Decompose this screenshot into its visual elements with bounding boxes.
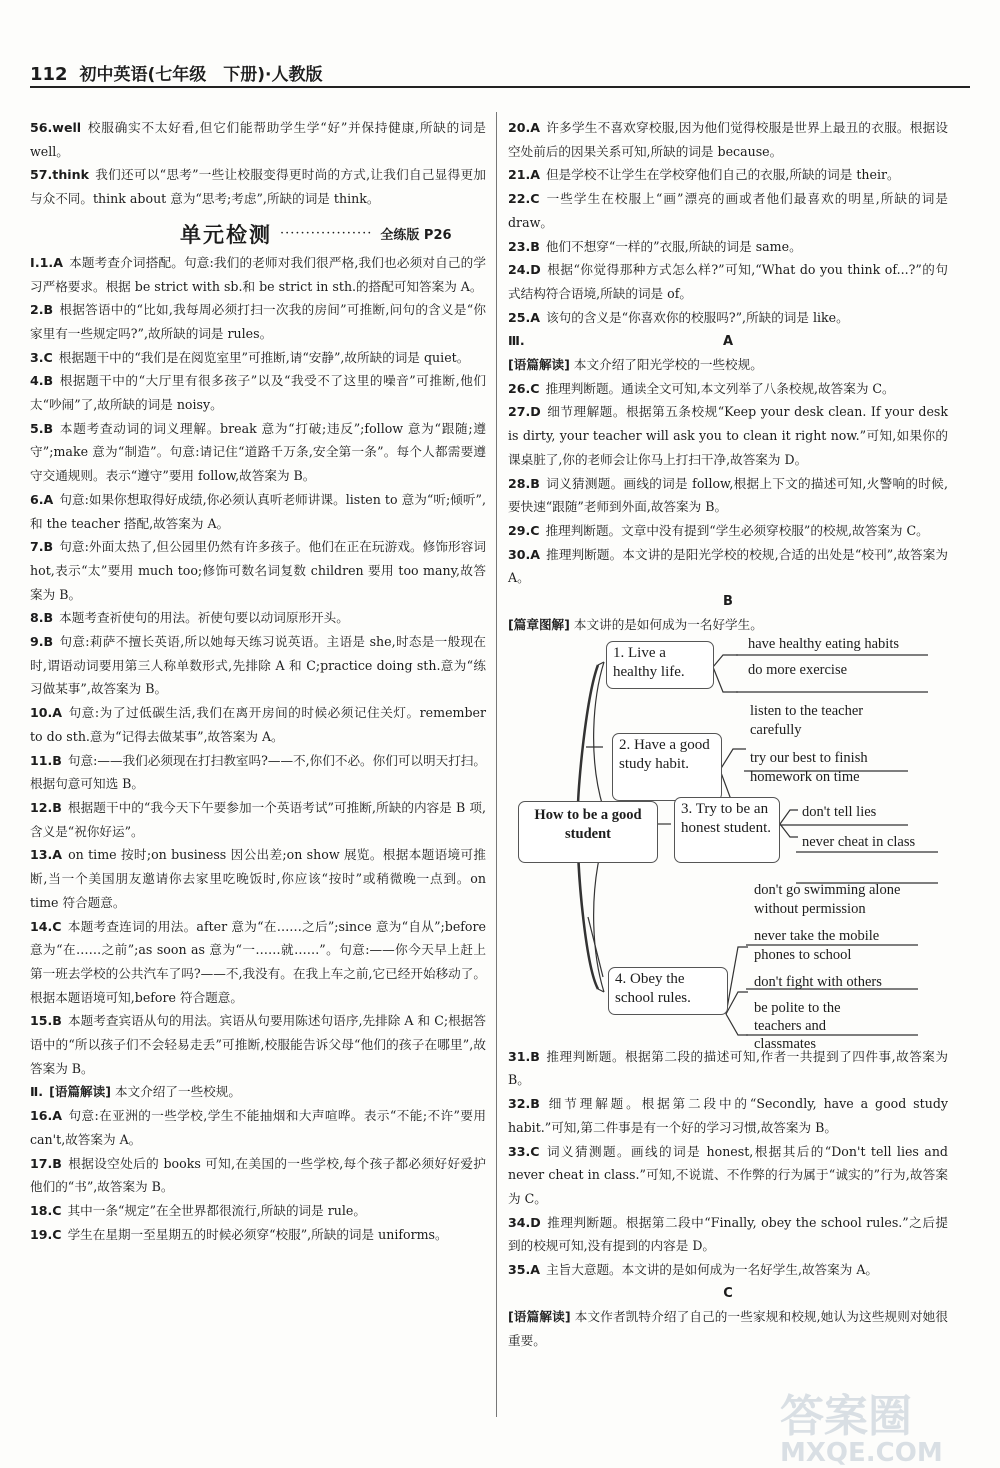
unit-title: 单元检测 <box>180 222 272 247</box>
leaf-text: carefully <box>750 721 802 738</box>
column-divider <box>496 112 497 1417</box>
passage-a-label: A <box>722 334 734 350</box>
answer-item: 26.C 推理判断题。通读全文可知,本文列举了八条校规,故答案为 C。 <box>508 380 895 396</box>
answer-item: 14.C 本题考查连词的用法。after 意为“在……之后”;since 意为“自从”;before 意为“在……之前”;as soon as 意为“一……就……”。句意:——你今天早上赶上第一班去学校的公共汽车了吗?——不,我没有。在我上车之前,它已经开始移动了。根据本题语境可知,before 符合题意。 <box>30 918 486 1005</box>
answer-item: 31.B 推理判断题。根据第二段的描述可知,作者一共提到了四件事,故答案为 B。 <box>508 1048 948 1088</box>
leaf-text: classmates <box>754 1035 817 1052</box>
answer-item: 29.C 推理判断题。文章中没有提到“学生必须穿校服”的校规,故答案为 C。 <box>508 522 929 538</box>
answer-item: 23.B 他们不想穿“一样的”衣服,所缺的词是 same。 <box>508 238 802 254</box>
branch-node-3 <box>674 797 780 863</box>
answer-item: 2.B 根据答语中的“比如,我每周必须打扫一次我的房间”可推断,问句的含义是“你家里有一些规定吗?”,故所缺的词是 rules。 <box>30 302 486 341</box>
answer-item: 18.C 其中一条“规定”在全世界都很流行,所缺的词是 rule。 <box>30 1202 366 1218</box>
answer-item: 56.well 校服确实不太好看,但它们能帮助学生学“好”并保持健康,所缺的词是 well。 <box>30 120 486 159</box>
answer-item: 10.A 句意:为了过低碳生活,我们在离开房间的时候必须记住关灯。remember to do sth.意为“记得去做某事”,故答案为 A。 <box>30 705 486 744</box>
branch-label: 3. Try to be an honest student. <box>681 800 771 836</box>
passage-c-label: C <box>723 1285 733 1301</box>
answer-item: 20.A 许多学生不喜欢穿校服,因为他们觉得校服是世界上最丑的衣服。根据设空处前后的因果关系可知,所缺的词是 because。 <box>508 120 948 159</box>
branch-node-4 <box>608 967 728 1015</box>
leaf-text: never take the mobile <box>754 927 880 944</box>
page-header <box>30 60 500 85</box>
mind-map <box>508 635 948 1052</box>
leaf-text: without permission <box>754 900 866 917</box>
answer-item: 57.think 我们还可以“思考”一些让校服变得更时尚的方式,让我们自己显得更加与众不同。think about 意为“思考;考虑”,所缺的词是 think。 <box>30 167 486 207</box>
answer-item: 22.C 一些学生在校服上“画”漂亮的画或者他们最喜欢的明星,所缺的词是 draw。 <box>508 191 948 230</box>
leaf-text: don't tell lies <box>802 803 877 820</box>
unit-source: 全练版 P26 <box>380 228 452 244</box>
header-rule <box>30 86 970 88</box>
right-column <box>508 116 948 1352</box>
answer-item: 15.B 本题考查宾语从句的用法。宾语从句要用陈述句语序,先排除 A 和 C;根据答语中的“所以孩子们不会轻易走丢”可推断,校服能告诉父母“他们的孩子在哪里”,故答案为 B。 <box>30 1013 486 1076</box>
leaf-text: do more exercise <box>748 661 848 678</box>
answer-item: 35.A 主旨大意题。本文讲的是如何成为一名好学生,故答案为 A。 <box>508 1262 879 1278</box>
branch-node-1 <box>606 641 714 689</box>
book-title: 初中英语(七年级 下册)·人教版 <box>79 65 323 85</box>
leaf-text: don't fight with others <box>754 973 882 990</box>
page-number: 112 <box>30 64 68 85</box>
watermark <box>780 1380 990 1468</box>
section-intro: [篇章图解] 本文讲的是如何成为一名好学生。 <box>508 617 763 633</box>
answer-item: 32.B 细节理解题。根据第二段中的“Secondly, have a good study habit.”可知,第二件事是有一个好的学习习惯,故答案为 B。 <box>508 1096 948 1135</box>
answer-item: Ⅰ.1.A 本题考查介词搭配。句意:我们的老师对我们很严格,我们也必须对自己的学习严格要求。根据 be strict with sb.和 be strict in sth.的搭配可知答案为 A。 <box>30 254 486 294</box>
section-intro: Ⅱ. [语篇解读] 本文介绍了一些校规。 <box>30 1084 241 1100</box>
answer-item: 6.A 句意:如果你想取得好成绩,你必须认真听老师讲课。listen to 意为“听;倾听”,和 the teacher 搭配,故答案为 A。 <box>30 491 486 531</box>
branch-label: 2. Have a good study habit. <box>619 736 710 772</box>
center-node <box>518 801 658 863</box>
answer-item: 17.B 根据设空处后的 books 可知,在美国的一些学校,每个孩子都必须好好爱护他们的“书”,故答案为 B。 <box>30 1155 486 1195</box>
leaf-text: try our best to finish <box>750 749 868 766</box>
answer-item: 25.A 该句的含义是“你喜欢你的校服吗?”,所缺的词是 like。 <box>508 309 849 325</box>
leaf-text: have healthy eating habits <box>748 635 899 652</box>
answer-item: 21.A 但是学校不让学生在学校穿他们自己的衣服,所缺的词是 their。 <box>508 167 900 183</box>
answer-item: 12.B 根据题干中的“我今天下午要参加一个英语考试”可推断,所缺的内容是 B 项,含义是“祝你好运”。 <box>30 799 486 839</box>
leaf-text: phones to school <box>754 946 852 963</box>
branch-node-2 <box>612 733 722 801</box>
answer-item: 11.B 句意:——我们必须现在打扫教室吗?——不,你们不必。你们可以明天打扫。根据句意可知选 B。 <box>30 752 486 792</box>
leaf-text: teachers and <box>754 1017 827 1034</box>
passage-b-label: B <box>723 594 733 610</box>
section-intro: [语篇解读] 本文作者凯特介绍了自己的一些家规和校规,她认为这些规则对她很重要。 <box>508 1308 948 1348</box>
answer-item: 5.B 本题考查动词的词义理解。break 意为“打破;违反”;follow 意为“跟随;遵守”;make 意为“制造”。句意:请记住“道路千万条,安全第一条”。每个人都需要遵守交通规则。表示“遵守”要用 follow,故答案为 B。 <box>30 420 486 484</box>
answer-item: 30.A 推理判断题。本文讲的是阳光学校的校规,合适的出处是“校刊”,故答案为 A。 <box>508 546 948 586</box>
answer-item: 9.B 句意:莉萨不擅长英语,所以她每天练习说英语。主语是 she,时态是一般现在时,谓语动词要用第三人称单数形式,先排除 A 和 C;practice doing sth.意为“练习做某事”,故答案为 B。 <box>30 634 486 697</box>
answer-item: 24.D 根据“你觉得那种方式怎么样?”可知,“What do you think of...?”的句式结构符合语境,所缺的词是 of。 <box>508 262 948 301</box>
answer-item: 4.B 根据题干中的“大厅里有很多孩子”以及“我受不了这里的噪音”可推断,他们太“吵闹”了,故所缺的词是 noisy。 <box>30 373 486 413</box>
answer-item: 27.D 细节理解题。根据第五条校规“Keep your desk clean. If your desk is dirty, your teacher will ask you to clean it right now.”可知,如果你的课桌脏了,你的老师会让你马上打扫干净,故答案为 D。 <box>508 404 948 467</box>
answer-item: 28.B 词义猜测题。画线的词是 follow,根据上下文的描述可知,火警响的时候,要快速“跟随”老师到外面,故答案为 B。 <box>508 475 948 515</box>
leaf-text: be polite to the <box>754 999 841 1016</box>
watermark-line-1: 答案圈 <box>780 1391 912 1442</box>
answer-item: 34.D 推理判断题。根据第二段中“Finally, obey the school rules.”之后提到的校规可知,没有提到的内容是 D。 <box>508 1214 948 1254</box>
left-column <box>30 116 486 1246</box>
answer-item: 33.C 词义猜测题。画线的词是 honest,根据其后的“Don't tell lies and never cheat in class.”可知,不说谎、不作弊的行为属于“诚实的”行为,故答案为 C。 <box>508 1143 948 1206</box>
branch-label: 4. Obey the school rules. <box>615 970 691 1006</box>
answer-item: 8.B 本题考查祈使句的用法。祈使句要以动词原形开头。 <box>30 610 349 626</box>
answer-item: 13.A on time 按时;on business 因公出差;on show 展览。根据本题语境可推断,当一个美国朋友邀请你去家里吃晚饭时,你应该“按时”或稍微晚一点到。on time 符合题意。 <box>30 847 486 910</box>
center-node-label: How to be a good student <box>534 806 642 842</box>
leader-dots: ·················· <box>280 226 373 242</box>
answer-item: 19.C 学生在星期一至星期五的时候必须穿“校服”,所缺的词是 uniforms。 <box>30 1226 448 1242</box>
answer-item: 7.B 句意:外面太热了,但公园里仍然有许多孩子。他们在正在玩游戏。修饰形容词 hot,表示“太”要用 much too;修饰可数名词复数 children 要用 too many,故答案为 B。 <box>30 539 486 602</box>
watermark-line-2: MXQE.COM <box>780 1438 943 1468</box>
answer-item: 3.C 根据题干中的“我们是在阅览室里”可推断,请“安静”,故所缺的词是 quiet。 <box>30 349 470 365</box>
answer-item: 16.A 句意:在亚洲的一些学校,学生不能抽烟和大声喧哗。表示“不能;不许”要用 can't,故答案为 A。 <box>30 1108 486 1147</box>
section-label: Ⅲ. <box>508 333 525 349</box>
leaf-text: don't go swimming alone <box>754 881 901 898</box>
leaf-text: homework on time <box>750 768 860 785</box>
leaf-text: never cheat in class <box>802 833 916 850</box>
leaf-text: listen to the teacher <box>750 702 864 719</box>
branch-label: 1. Live a healthy life. <box>613 644 685 680</box>
unit-test-heading <box>30 219 486 249</box>
section-intro: [语篇解读] 本文介绍了阳光学校的一些校规。 <box>508 357 763 373</box>
